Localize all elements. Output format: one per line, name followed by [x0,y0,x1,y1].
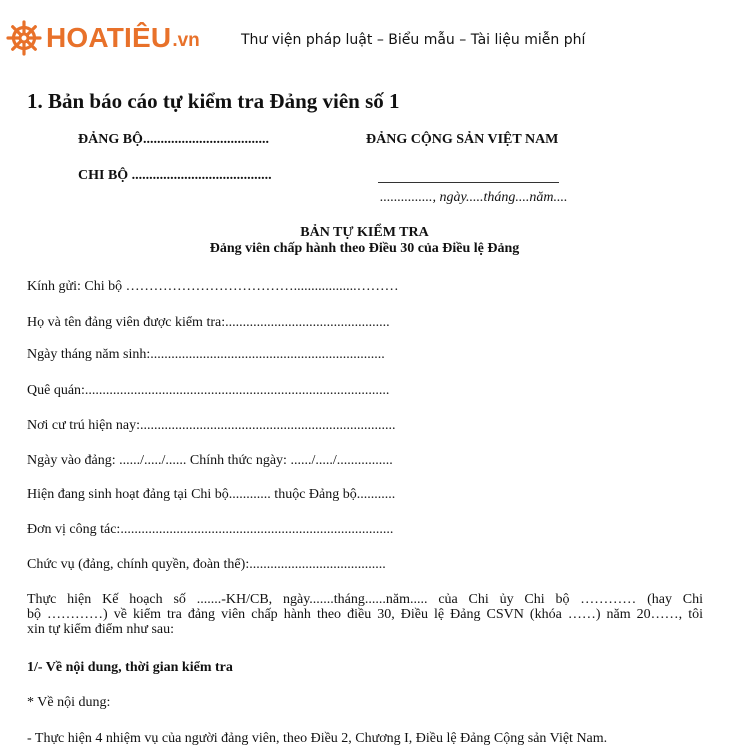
dang-bo-line: ĐẢNG BỘ.................................... [78,132,269,147]
logo-suffix: .vn [172,30,200,51]
site-header [0,0,729,70]
field-ho-ten: Họ và tên đảng viên được kiểm tra:............................................... [27,315,390,330]
document-title: 1. Bản báo cáo tự kiểm tra Đảng viên số 1 [27,89,400,113]
field-don-vi: Đơn vị công tác:.............................................................................. [27,522,394,537]
date-line: ..............., ngày.....tháng....năm.... [380,190,568,205]
logo-text: HOATIÊU [46,22,172,53]
paragraph-line: bộ …………) về kiểm tra đảng viên chấp hành theo điều 30, Điều lệ Đảng CSVN (khóa ……) năm 20……, tôi [27,607,703,622]
section-heading: 1/- Về nội dung, thời gian kiểm tra [27,660,233,675]
field-chuc-vu: Chức vụ (đảng, chính quyền, đoàn thể):....................................... [27,557,386,572]
content-item: - Thực hiện 4 nhiệm vụ của người đảng viên, theo Điều 2, Chương I, Điều lệ Đảng Cộng sản Việt Nam. [27,731,608,746]
signature-rule [378,182,559,183]
form-title: BẢN TỰ KIỂM TRA [300,225,429,240]
field-kinh-gui: Kính gửi: Chi bộ ………………………………..................……… [27,279,399,294]
form-subtitle: Đảng viên chấp hành theo Điều 30 của Điều lệ Đảng [209,241,520,256]
field-ngay-sinh: Ngày tháng năm sinh:................................................................... [27,347,385,362]
paragraph-line: Thực hiện Kế hoạch số .......-KH/CB, ngày.......tháng......năm..... của Chi ủy Chi bộ ………… (hay Chi [27,592,703,607]
hoatieu-logo[interactable] [6,18,200,58]
paragraph-line: xin tự kiểm điểm như sau: [27,622,174,637]
intro-paragraph [27,592,703,637]
party-name: ĐẢNG CỘNG SẢN VIỆT NAM [366,132,559,147]
field-noi-cu-tru: Nơi cư trú hiện nay:......................................................................... [27,418,396,433]
site-tagline: Thư viện pháp luật – Biểu mẫu – Tài liệu miễn phí [241,32,586,48]
field-que-quan: Quê quán:....................................................................................... [27,383,390,398]
ship-wheel-icon [6,20,42,56]
field-ngay-vao-dang: Ngày vào đảng: ....../...../...... Chính thức ngày: ....../...../................ [27,453,393,468]
chi-bo-line: CHI BỘ ........................................ [78,168,272,183]
field-sinh-hoat: Hiện đang sinh hoạt đảng tại Chi bộ............ thuộc Đảng bộ........... [27,487,396,502]
content-label: * Về nội dung: [27,695,111,710]
